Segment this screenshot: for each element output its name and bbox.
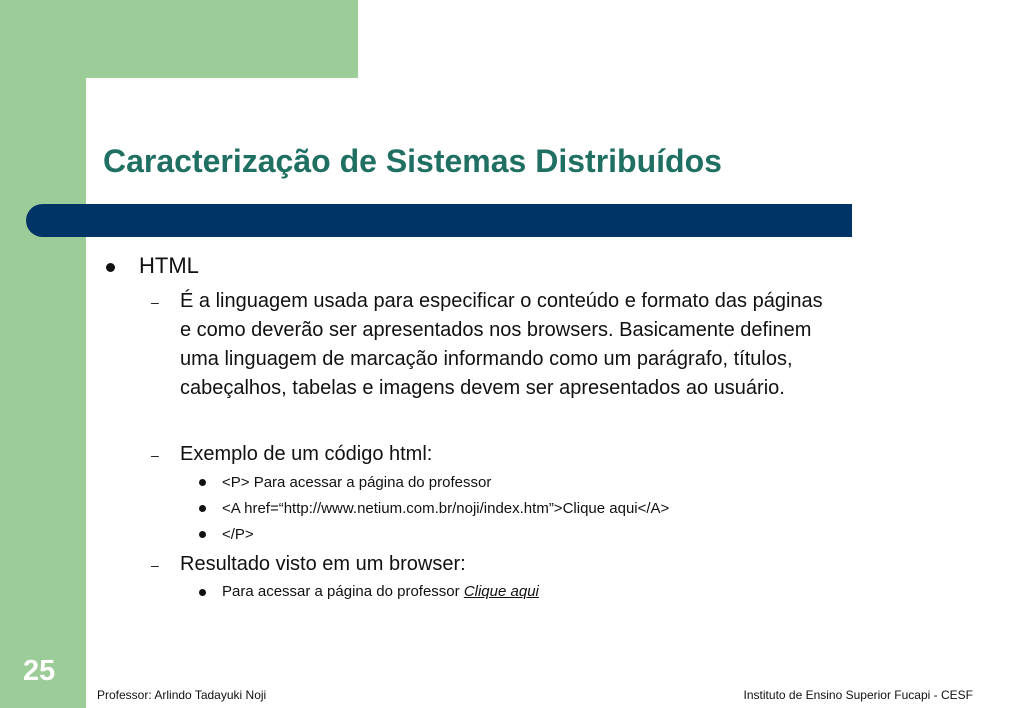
subbullet-description (180, 287, 823, 403)
slide-title: Caracterização de Sistemas Distribuídos (103, 143, 722, 179)
bullet-dot-icon (199, 479, 206, 486)
clique-aqui-link[interactable]: Clique aqui (463, 583, 539, 600)
description-line: e como deverão ser apresentados nos browsers. Basicamente definem (180, 319, 812, 341)
result-text: Para acessar a página do professor (222, 583, 464, 600)
dash-icon: – (151, 557, 159, 573)
result-line (222, 582, 539, 602)
footer-institution: Instituto de Ensino Superior Fucapi - CESF (743, 688, 973, 702)
bullet-dot-icon (199, 531, 206, 538)
code-line: <P> Para acessar a página do professor (222, 474, 492, 491)
bullet-html: HTML (139, 253, 199, 278)
subbullet-result: Resultado visto em um browser: (180, 553, 466, 575)
description-line: É a linguagem usada para especificar o conteúdo e formato das páginas (180, 290, 823, 312)
subbullet-example: Exemplo de um código html: (180, 443, 433, 465)
footer-author: Professor: Arlindo Tadayuki Noji (97, 688, 267, 702)
code-line: <A href=“http://www.netium.com.br/noji/index.htm”>Clique aqui</A> (222, 500, 670, 517)
description-line: uma linguagem de marcação informando como um parágrafo, títulos, (180, 348, 793, 370)
dash-icon: – (151, 294, 159, 310)
page-number: 25 (23, 655, 56, 687)
code-line: </P> (222, 526, 254, 543)
bullet-dot-icon (106, 263, 115, 272)
bullet-dot-icon (199, 589, 206, 596)
description-line: cabeçalhos, tabelas e imagens devem ser apresentados ao usuário. (180, 377, 785, 399)
bullet-dot-icon (199, 505, 206, 512)
dash-icon: – (151, 447, 159, 463)
